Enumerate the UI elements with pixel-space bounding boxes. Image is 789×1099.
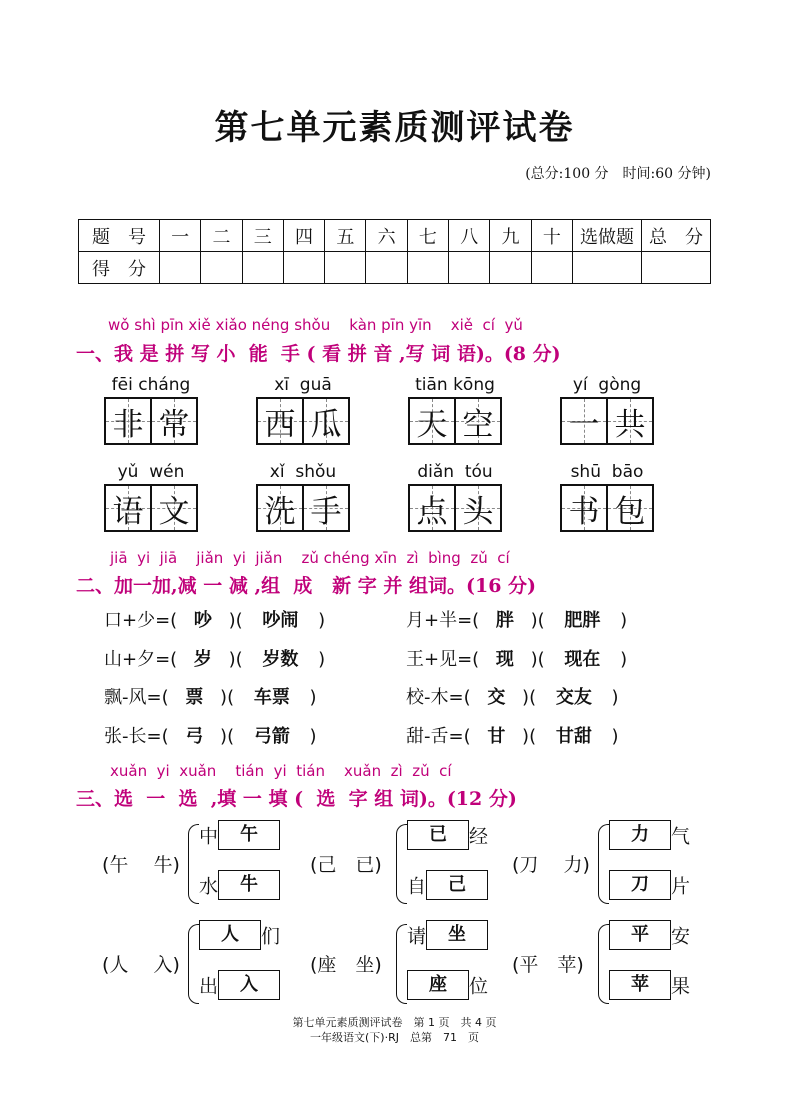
open-paren: ( — [161, 687, 175, 708]
answer-box[interactable]: 刀 — [609, 870, 671, 900]
paren-separator: )( — [516, 687, 542, 708]
fill-line — [609, 820, 690, 850]
paren-separator: )( — [524, 610, 551, 631]
equation-row — [406, 645, 627, 671]
page-title: 第七单元素质测评试卷 — [214, 108, 575, 148]
exam-meta: (总分:100 分 时间:60 分钟) — [525, 166, 711, 182]
tianzige-grid — [408, 397, 502, 445]
answer-word[interactable]: 现在 — [564, 649, 601, 670]
answer-word[interactable]: 甘甜 — [555, 726, 592, 747]
fill-line — [609, 920, 690, 950]
score-entry-row — [79, 252, 711, 284]
written-character: 常 — [158, 406, 190, 443]
score-header-cell: 八 — [449, 220, 490, 252]
score-blank-cell[interactable] — [160, 252, 201, 284]
score-blank-cell[interactable] — [242, 252, 283, 284]
open-paren: ( — [472, 610, 485, 631]
tianzige-cell[interactable] — [150, 399, 196, 443]
section1-item-pinyin: shū bāo — [570, 462, 644, 482]
close-paren: ) — [312, 610, 326, 631]
equation-text: 校-木= — [406, 687, 464, 708]
score-header-cell: 一 — [160, 220, 201, 252]
score-header-cell: 题 号 — [79, 220, 160, 252]
fill-line — [407, 920, 488, 950]
score-blank-cell[interactable] — [201, 252, 242, 284]
score-header-cell: 十 — [531, 220, 572, 252]
paren-separator: )( — [222, 649, 249, 670]
paren-separator: )( — [214, 726, 240, 747]
answer-word[interactable]: 吵闹 — [262, 610, 299, 631]
equation-row — [104, 606, 325, 632]
fill-line — [199, 870, 280, 900]
tianzige-cell[interactable] — [302, 399, 348, 443]
open-paren: ( — [161, 726, 175, 747]
equation-text: 王+见= — [406, 649, 473, 670]
close-paren: ) — [303, 687, 317, 708]
close-paren: ) — [614, 649, 628, 670]
fill-line — [199, 820, 280, 850]
character-pair: (人 入) — [102, 954, 180, 976]
fill-line — [199, 920, 280, 950]
answer-word[interactable]: 弓箭 — [253, 726, 290, 747]
suffix-character: 片 — [671, 875, 691, 898]
tianzige-grid — [560, 397, 654, 445]
score-blank-cell[interactable] — [531, 252, 572, 284]
equation-text: 甜-舌= — [406, 726, 464, 747]
answer-character[interactable]: 票 — [185, 687, 204, 708]
tianzige-cell[interactable] — [150, 486, 196, 530]
prefix-character: 中 — [199, 825, 219, 848]
score-row-label: 得 分 — [79, 252, 160, 284]
tianzige-cell[interactable] — [410, 486, 454, 530]
page-footer — [0, 1015, 789, 1045]
equation-text: 口+少= — [104, 610, 171, 631]
prefix-character: 水 — [199, 875, 219, 898]
written-character: 包 — [614, 493, 646, 530]
fill-line — [407, 970, 488, 1000]
section1-item-pinyin: diǎn tóu — [417, 462, 493, 482]
brace-bracket — [598, 824, 609, 904]
prefix-character: 出 — [199, 975, 219, 998]
written-character: 书 — [568, 493, 600, 530]
score-blank-cell[interactable] — [283, 252, 324, 284]
fill-line — [407, 870, 488, 900]
tianzige-cell[interactable] — [562, 486, 606, 530]
footer-line-1: 第七单元素质测评试卷 第 1 页 共 4 页 — [292, 1016, 497, 1029]
equation-row — [406, 606, 627, 632]
tianzige-cell[interactable] — [302, 486, 348, 530]
equation-text: 月+半= — [406, 610, 473, 631]
score-header-cell: 选做题 — [573, 220, 642, 252]
section2-heading: 二、加一加,减 一 减 ,组 成 新 字 并 组词。(16 分) — [76, 575, 537, 597]
answer-box[interactable]: 已 — [407, 820, 469, 850]
tianzige-cell[interactable] — [106, 486, 150, 530]
tianzige-cell[interactable] — [454, 486, 500, 530]
score-header-cell: 三 — [242, 220, 283, 252]
equation-row — [406, 683, 619, 709]
equation-text: 张-长= — [104, 726, 162, 747]
answer-box[interactable]: 坐 — [426, 920, 488, 950]
answer-box[interactable]: 苹 — [609, 970, 671, 1000]
tianzige-grid — [104, 397, 198, 445]
suffix-character: 果 — [671, 975, 691, 998]
score-table — [78, 219, 711, 284]
answer-box[interactable]: 牛 — [218, 870, 280, 900]
suffix-character: 位 — [469, 975, 489, 998]
suffix-character: 经 — [469, 825, 489, 848]
close-paren: ) — [303, 726, 317, 747]
tianzige-grid — [256, 397, 350, 445]
score-header-cell: 六 — [366, 220, 407, 252]
tianzige-cell[interactable] — [606, 486, 652, 530]
written-character: 手 — [310, 493, 342, 530]
suffix-character: 们 — [261, 925, 281, 948]
score-header-cell: 四 — [283, 220, 324, 252]
open-paren: ( — [463, 726, 477, 747]
written-character: 文 — [158, 493, 190, 530]
section3-heading: 三、选 一 选 ,填 一 填 ( 选 字 组 词)。(12 分) — [76, 788, 517, 810]
score-header-cell: 五 — [325, 220, 366, 252]
written-character: 点 — [416, 493, 448, 530]
score-blank-cell[interactable] — [642, 252, 711, 284]
answer-character[interactable]: 吵 — [193, 610, 212, 631]
close-paren: ) — [605, 687, 619, 708]
written-character: 瓜 — [310, 406, 342, 443]
section1-item-pinyin: tiān kōng — [415, 375, 495, 395]
written-character: 洗 — [264, 493, 296, 530]
written-character: 共 — [614, 406, 646, 443]
equation-text: 飘-风= — [104, 687, 162, 708]
written-character: 天 — [416, 406, 448, 443]
written-character: 头 — [462, 493, 494, 530]
equation-text: 山+夕= — [104, 649, 171, 670]
section1-item-pinyin: yí gòng — [572, 375, 642, 395]
tianzige-grid — [104, 484, 198, 532]
section3-pinyin: xuǎn yi xuǎn tián yi tián xuǎn zì zǔ cí — [110, 762, 452, 780]
paren-separator: )( — [222, 610, 249, 631]
score-blank-cell[interactable] — [407, 252, 448, 284]
answer-box[interactable]: 平 — [609, 920, 671, 950]
character-pair: (刀 力) — [512, 854, 590, 876]
score-blank-cell[interactable] — [325, 252, 366, 284]
fill-line — [609, 870, 690, 900]
tianzige-cell[interactable] — [258, 486, 302, 530]
score-blank-cell[interactable] — [449, 252, 490, 284]
tianzige-cell[interactable] — [562, 399, 606, 443]
brace-bracket — [188, 824, 199, 904]
section1-item-pinyin: yǔ wén — [117, 462, 185, 482]
fill-line — [407, 820, 488, 850]
equation-row — [104, 645, 325, 671]
answer-box[interactable]: 座 — [407, 970, 469, 1000]
brace-bracket — [598, 924, 609, 1004]
answer-character[interactable]: 现 — [495, 649, 514, 670]
written-character: 一 — [568, 406, 600, 443]
section1-heading: 一、我 是 拼 写 小 能 手 ( 看 拼 音 ,写 词 语)。(8 分) — [76, 343, 561, 365]
tianzige-cell[interactable] — [258, 399, 302, 443]
written-character: 西 — [264, 406, 296, 443]
answer-word[interactable]: 岁数 — [262, 649, 299, 670]
character-pair: (己 已) — [310, 854, 382, 876]
equation-row — [406, 722, 619, 748]
section1-pinyin: wǒ shì pīn xiě xiǎo néng shǒu kàn pīn yīn xiě cí yǔ — [108, 316, 523, 334]
paren-separator: )( — [214, 687, 240, 708]
answer-character[interactable]: 岁 — [193, 649, 212, 670]
fill-line — [199, 970, 280, 1000]
brace-bracket — [188, 924, 199, 1004]
open-paren: ( — [170, 610, 183, 631]
answer-character[interactable]: 弓 — [185, 726, 204, 747]
answer-character[interactable]: 胖 — [495, 610, 514, 631]
character-pair: (平 苹) — [512, 954, 584, 976]
written-character: 非 — [112, 406, 144, 443]
character-pair: (座 坐) — [310, 954, 382, 976]
answer-word[interactable]: 交友 — [555, 687, 592, 708]
brace-bracket — [396, 824, 407, 904]
close-paren: ) — [614, 610, 628, 631]
tianzige-grid — [256, 484, 350, 532]
section1-item-pinyin: xī guā — [274, 375, 332, 395]
tianzige-cell[interactable] — [410, 399, 454, 443]
footer-line-2: 一年级语文(下)·RJ 总第 71 页 — [310, 1031, 479, 1044]
answer-box[interactable]: 己 — [426, 870, 488, 900]
score-header-row — [79, 220, 711, 252]
answer-word[interactable]: 车票 — [253, 687, 290, 708]
answer-box[interactable]: 入 — [218, 970, 280, 1000]
tianzige-grid — [408, 484, 502, 532]
character-pair: (午 牛) — [102, 854, 180, 876]
answer-box[interactable]: 人 — [199, 920, 261, 950]
tianzige-grid — [560, 484, 654, 532]
score-blank-cell[interactable] — [490, 252, 531, 284]
section1-item-pinyin: xǐ shǒu — [269, 462, 337, 482]
equation-row — [104, 722, 317, 748]
score-blank-cell[interactable] — [366, 252, 407, 284]
tianzige-cell[interactable] — [454, 399, 500, 443]
paren-separator: )( — [516, 726, 542, 747]
score-header-cell: 总 分 — [642, 220, 711, 252]
open-paren: ( — [472, 649, 485, 670]
close-paren: ) — [312, 649, 326, 670]
fill-line — [609, 970, 690, 1000]
tianzige-cell[interactable] — [106, 399, 150, 443]
answer-word[interactable]: 肥胖 — [564, 610, 601, 631]
equation-row — [104, 683, 317, 709]
close-paren: ) — [605, 726, 619, 747]
prefix-character: 自 — [407, 875, 427, 898]
score-header-cell: 二 — [201, 220, 242, 252]
tianzige-cell[interactable] — [606, 399, 652, 443]
section1-item-pinyin: fēi cháng — [111, 375, 191, 395]
written-character: 语 — [112, 493, 144, 530]
answer-box[interactable]: 力 — [609, 820, 671, 850]
suffix-character: 安 — [671, 925, 691, 948]
open-paren: ( — [170, 649, 183, 670]
score-header-cell: 九 — [490, 220, 531, 252]
open-paren: ( — [463, 687, 477, 708]
section2-pinyin: jiā yi jiā jiǎn yi jiǎn zǔ chéng xīn zì bìng zǔ cí — [110, 549, 510, 567]
answer-character[interactable]: 甘 — [487, 726, 506, 747]
written-character: 空 — [462, 406, 494, 443]
prefix-character: 请 — [407, 925, 427, 948]
paren-separator: )( — [524, 649, 551, 670]
brace-bracket — [396, 924, 407, 1004]
score-header-cell: 七 — [407, 220, 448, 252]
answer-character[interactable]: 交 — [487, 687, 506, 708]
score-blank-cell[interactable] — [573, 252, 642, 284]
answer-box[interactable]: 午 — [218, 820, 280, 850]
suffix-character: 气 — [671, 825, 691, 848]
